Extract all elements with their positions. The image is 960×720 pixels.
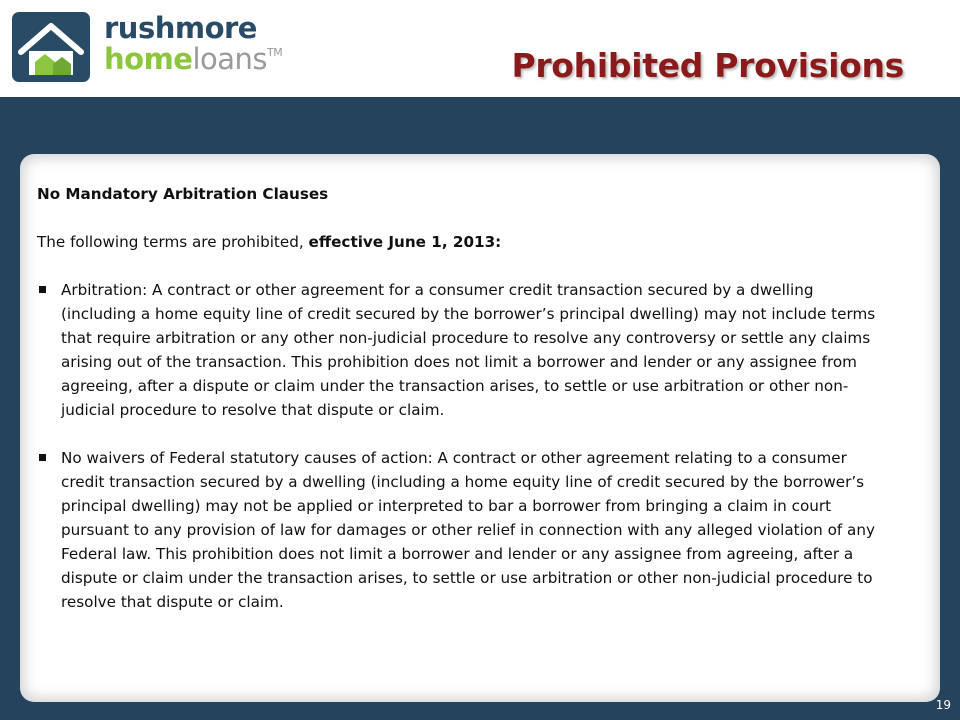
square-bullet-icon [39,454,46,461]
intro-effective-date: effective June 1, 2013: [308,233,502,251]
intro-plain-text: The following terms are prohibited, [37,233,309,251]
square-bullet-icon [39,286,46,293]
logo-text-home: home [104,42,193,76]
content-panel [20,154,940,702]
content-body [37,182,887,638]
logo-text-loans: loans [192,42,268,76]
page-number: 19 [935,698,951,712]
prohibitions-list [37,278,887,614]
intro-text [37,230,887,254]
logo-wordmark [104,11,283,76]
list-item-arbitration [37,278,887,422]
logo-text-rushmore: rushmore [104,11,257,45]
list-item-text: No waivers of Federal statutory causes of action: A contract or other agreement relating to a consumer credit transaction secured by a dwelling (including a home equity line of credit secured by the borrower’s principal dwelling) may not be applied or interpreted to bar a borrower from bringing a claim in court pursuant to any provision of law for damages or other relief in connection with any alleged violation of any Federal law. This prohibition does not limit a borrower and lender or any assignee from agreeing, after a dispute or claim under the transaction arises, to settle or use arbitration or other non-judicial procedure to resolve that dispute or claim. [61,449,875,611]
list-item-text: Arbitration: A contract or other agreement for a consumer credit transaction secured by a dwelling (including a home equity line of credit secured by the borrower’s principal dwelling) may not include terms that require arbitration or any other non-judicial procedure to resolve any controversy or settle any claims arising out of the transaction. This prohibition does not limit a borrower and lender or any assignee from agreeing, after a dispute or claim under the transaction arises, to settle or use arbitration or other non-judicial procedure to resolve that dispute or claim. [61,281,876,419]
logo-text-homeloans [104,42,283,76]
slide-header [0,0,960,97]
slide-title: Prohibited Provisions [511,46,904,85]
rushmore-house-logo-icon [12,12,90,82]
logo-trademark: TM [267,46,283,59]
section-heading: No Mandatory Arbitration Clauses [37,185,329,203]
list-item-no-waivers [37,446,887,614]
